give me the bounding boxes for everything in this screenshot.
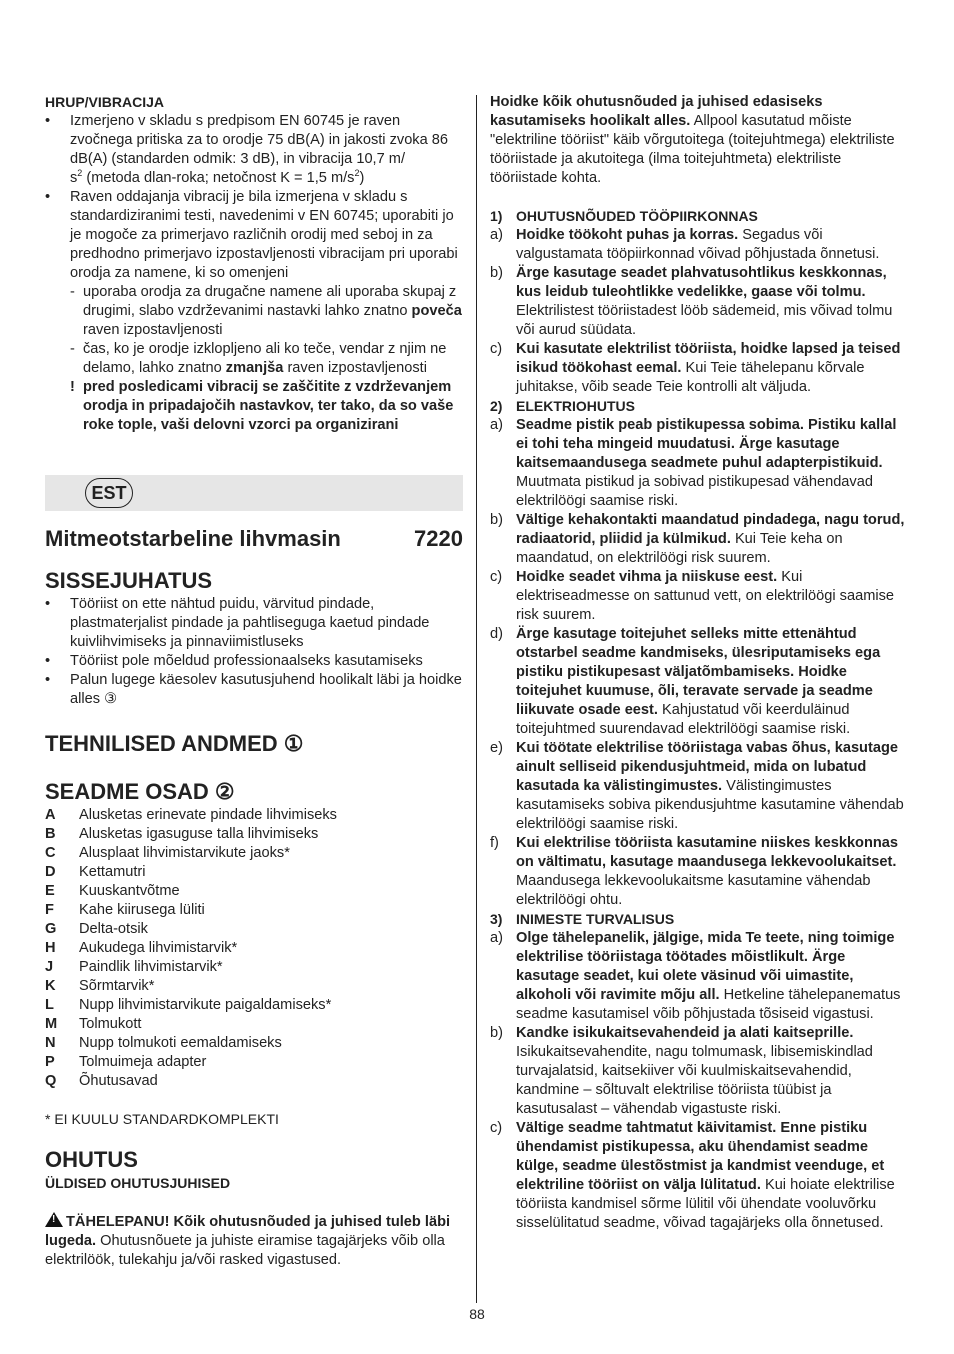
list-item: d) Ärge kasutage toitejuhet selleks mitte ettenähtud otstarbel seadme kandmiseks, ülesriputamiseks ega pistiku pistikupesast väljatõmbamiseks. Hoidke toitejuhet kuumuse, õli, teravate servade ja seadme liikuvate osade eest. Kahjustatud või keerduläinud toitejuhtmed suurendavad elektrilöögi saamise riski. [490,626,881,737]
language-bar [45,475,463,511]
list-item: P Tolmuimeja adapter [45,1054,207,1070]
safety-heading: OHUTUS [45,1147,138,1172]
noise-sub-1: - uporaba orodja za drugačne namene ali uporaba skupaj z drugimi, slabo vzdrževanimi nastavki lahko znatno poveča raven izpostavljenosti [70,284,462,338]
general-safety-heading: ÜLDISED OHUTUSJUHISED [45,1175,231,1191]
intro-heading: SISSEJUHATUS [45,568,213,593]
intro-bullet-2: • Tööriist pole mõeldud professionaalseks kasutamiseks [45,653,423,669]
right-column [490,93,910,1233]
list-item: L Nupp lihvimistarvikute paigaldamiseks* [45,997,332,1013]
list-item: N Nupp tolmukoti eemaldamiseks [45,1035,282,1051]
list-item: H Aukudega lihvimistarvik* [45,940,238,956]
list-item: b) Vältige kehakontakti maandatud pindadega, nagu torud, radiaatorid, pliidid ja külmikud. Kui Teie keha on maandatud, on elektrilöögi risk suurem. [490,512,905,566]
list-item: e) Kui töötate elektrilise tööriistaga vabas õhus, kasutage ainult selliseid pikendusjuhtmeid, mida on lubatud kasutada ka välistingimustes. Välistingimustes kasutamiseks sobiva pikendusjuhtme kasutamine vähendab elektrilöögi saamise riski. [490,740,904,832]
left-column [45,93,463,1270]
list-item: c) Vältige seadme tahtmatut käivitamist. Enne pistiku ühendamist pistikupessa, aku ühendamist seadme külge, seadme ülestõstmist ja kandmist veenduge, et elektriline tööriist on välja lülitatud. Kui hoiate elektrilise tööriista kandmisel sõrme lülitil või ühendate vooluvõrku sisselülitatud seadme, võivad tagajärjeks olla õnnetused. [490,1120,895,1231]
list-item: K Sõrmtarvik* [45,978,155,994]
list-item: G Delta-otsik [45,921,148,937]
footnote: * EI KUULU STANDARDKOMPLEKTI [45,1111,279,1127]
section-heading: 3) INIMESTE TURVALISUS [490,911,675,927]
section-heading: 2) ELEKTRIOHUTUS [490,398,635,414]
section-heading: 1) OHUTUSNÕUDED TÖÖPIIRKONNAS [490,208,758,224]
intro-bullet-3: • Palun lugege käesolev kasutusjuhend hoolikalt läbi ja hoidke alles ③ [45,672,462,707]
list-item: a) Olge tähelepanelik, jälgige, mida Te teete, ning toimige elektrilise tööriistaga töötades mõistlikult. Ärge kasutage seadet, kui olete väsinud või uimastite, alkoholi või ravimite mõju all. Hetkeline tähelepanematus seadme kasutamisel võib põhjustada tõsiseid vigastusi. [490,930,901,1022]
noise-bullet-2: • Raven oddajanja vibracij je bila izmerjena v skladu s standardiziranimi testi, navedenimi v EN 60745; uporabiti jo je mogoče za primerjavo različnih orodij med seboj in za predhodno primerjavo izpostavljenosti vibracijam pri uporabi orodja za namene, ki so omenjeni [45,189,458,281]
list-item: C Alusplaat lihvimistarvikute jaoks* [45,845,290,861]
general-warning: !TÄHELEPANU! Kõik ohutusnõuded ja juhised tuleb läbi lugeda. Ohutusnõuete ja juhiste eiramise tagajärjeks võib olla elektrilöök, tulekahju ja/või rasked vigastused. [45,1212,463,1270]
list-item: F Kahe kiirusega lüliti [45,902,205,918]
list-item: f) Kui elektrilise tööriista kasutamine niiskes keskkonnas on vältimatu, kasutage maandusega lekkevoolukaitset. Maandusega lekkevoolukaitsme kasutamine vähendab elektrilöögi ohtu. [490,835,899,908]
list-item: M Tolmukott [45,1016,142,1032]
list-item: Q Õhutusavad [45,1073,158,1089]
intro-bullet-1: • Tööriist on ette nähtud puidu, värvitud pindade, plastmaterjalist pindade ja pahtliseguga kaetud pindade kuivlihvimiseks ja pinnaviimistluseks [45,596,430,650]
list-item: a) Seadme pistik peab pistikupessa sobima. Pistiku kallal ei tohi teha mingeid muudatusi. Ärge kasutage kaitsemaandusega seadmete puhul adapterpistikuid. Muutmata pistikud ja sobivad pistikupesad vähendavad elektrilöögi saamise riski. [490,417,897,509]
warning-triangle-icon [45,1212,63,1227]
noise-bullet-1: • Izmerjeno v skladu s predpisom EN 60745 je raven zvočnega pritiska za to orodje 75 dB(A) in jakosti zvoka 86 dB(A) (standarden odmik: 3 dB), in vibracija 10,7 m/ $s^2$ (metoda dlan-roka; netočnost K = 1,5 $m/s^2$) [45,113,449,186]
list-item: c) Hoidke seadet vihma ja niiskuse eest. Kui elektriseadmesse on sattunud vett, on elektrilöögi saamise risk suurem. [490,569,895,623]
list-item: b) Ärge kasutage seadet plahvatusohtlikus keskkonnas, kus leidub tuleohtlikke vedelikke, gaase või tolmu. Elektrilistest tööriistadest lööb sädemeid, mis võivad tolmu või aurud süüdata. [490,265,893,338]
list-item: b) Kandke isikukaitsevahendeid ja alati kaitseprille. Isikukaitsevahendite, nagu tolmumask, libisemiskindlad turvajalatsid, kaitsekiiver või kuulmiskaitsevahendid, kandmine – sõltuvalt elektrilise tööriista tüübist ja kasutusalast – vähendab vigastuste riski. [490,1025,873,1117]
list-item: J Paindlik lihvimistarvik* [45,959,223,975]
column-divider [476,95,477,1303]
list-item: E Kuuskantvõtme [45,883,180,899]
parts-heading: SEADME OSAD ② [45,779,235,804]
noise-sub-2: - čas, ko je orodje izklopljeno ali ko teče, vendar z njim ne delamo, lahko znatno zmanjša raven izpostavljenosti [70,341,447,376]
product-title: Mitmeotstarbeline lihvmasin 7220 [45,526,463,551]
list-item: c) Kui kasutate elektrilist tööriista, hoidke lapsed ja teised isikud töökohast eemal. Kui Teie tähelepanu kõrvale juhitakse, võib seade Teie kontrolli alt väljuda. [490,341,901,395]
model-number: 7220 [414,526,463,551]
parts-list [45,806,463,1091]
vibration-warning: ! pred posledicami vibracij se zaščitite z vzdrževanjem orodja in pripadajočih nastavkov, ter tako, da so vaše roke tople, vaši delovni vzorci pa organizirani [70,379,454,433]
list-item: A Alusketas erinevate pindade lihvimiseks [45,807,337,823]
noise-heading: HRUP/VIBRACIJA [45,94,165,110]
list-item: a) Hoidke töökoht puhas ja korras. Segadus või valgustamata tööpiirkonnad võivad põhjustada õnnetusi. [490,227,880,262]
list-item: B Alusketas igasuguse talla lihvimiseks [45,826,319,842]
tech-data-heading: TEHNILISED ANDMED ① [45,731,304,756]
list-item: D Kettamutri [45,864,146,880]
keep-instructions: Hoidke kõik ohutusnõuded ja juhised edasiseks kasutamiseks hoolikalt alles. Allpool kasutatud mõiste "elektriline tööriist" käib võrgutoitega (toitejuhtmega) elektriliste tööriistade ja akutoitega (ilma toitejuhtmeta) elektriliste tööriistade kohta. [490,94,895,186]
language-badge: EST [85,478,133,508]
page-number: 88 [469,1306,485,1322]
